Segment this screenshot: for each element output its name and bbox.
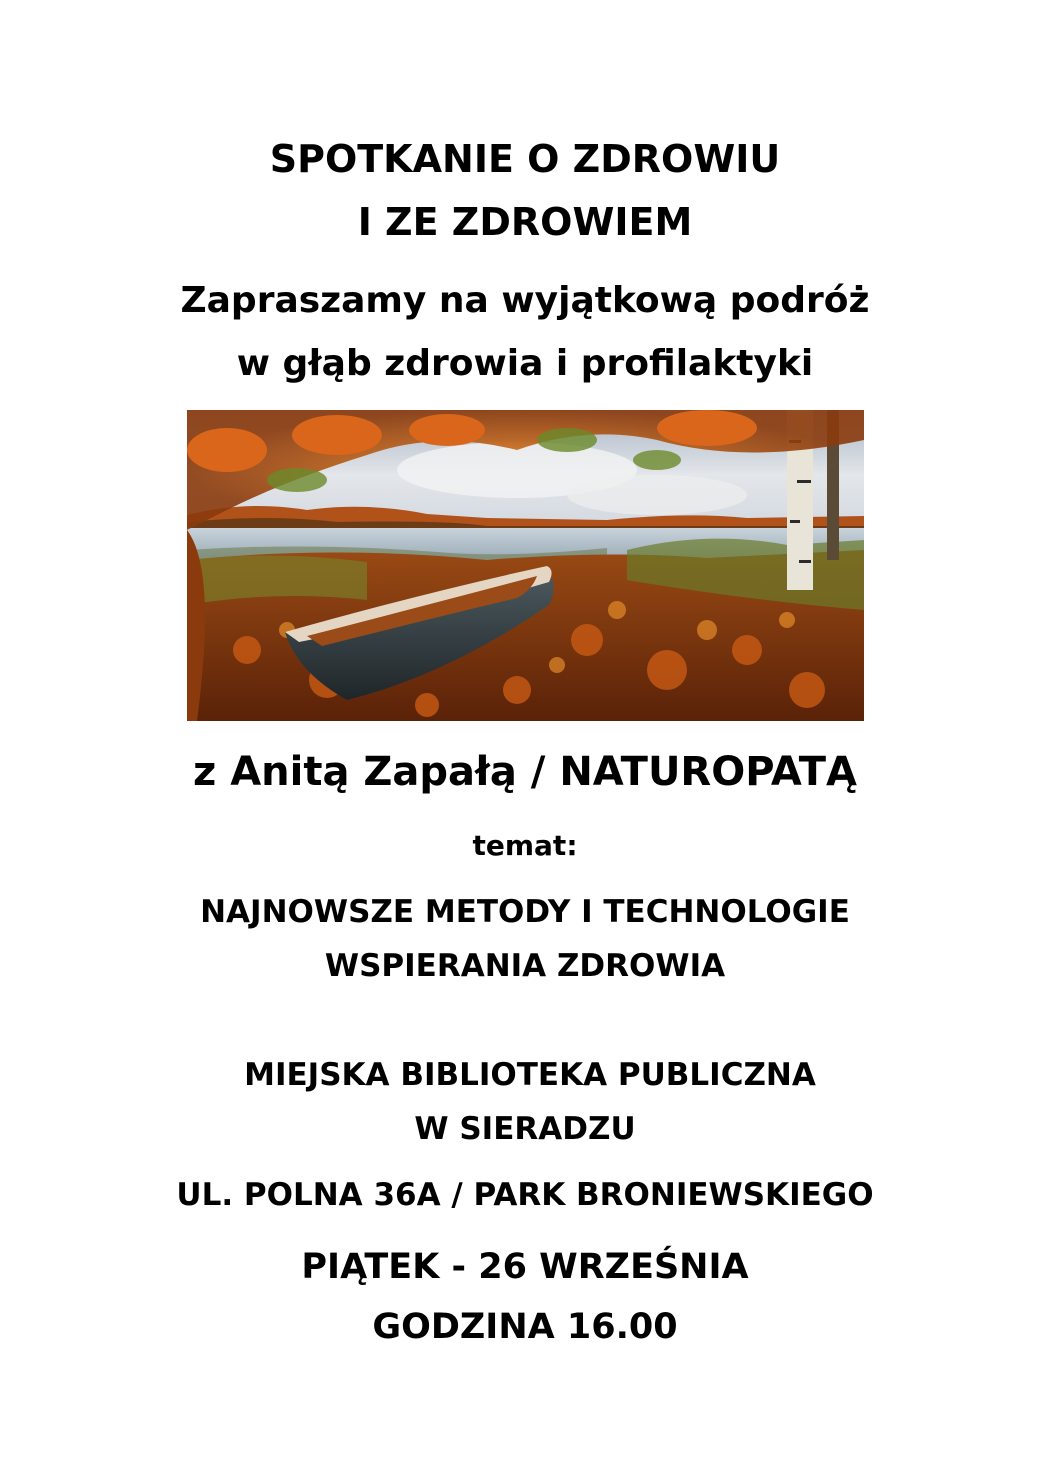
venue-address: UL. POLNA 36A / PARK BRONIEWSKIEGO	[176, 1177, 874, 1213]
event-date: PIĄTEK - 26 WRZEŚNIA	[301, 1247, 749, 1287]
topic-label: temat:	[472, 829, 578, 862]
venue-line-1: MIEJSKA BIBLIOTEKA PUBLICZNA	[244, 1057, 816, 1093]
venue-line-2: W SIERADZU	[414, 1111, 636, 1147]
host-name: z Anitą Zapałą / NATUROPATĄ	[193, 749, 857, 795]
poster-title-line-2: I ZE ZDROWIEM	[357, 200, 693, 244]
invitation-line-1: Zapraszamy na wyjątkową podróż	[180, 280, 870, 321]
topic-line-1: NAJNOWSZE METODY I TECHNOLOGIE	[200, 894, 850, 930]
invitation-line-2: w głąb zdrowia i profilaktyki	[236, 343, 814, 384]
autumn-lake-boat-photo	[187, 410, 864, 721]
event-time: GODZINA 16.00	[372, 1307, 678, 1347]
topic-line-2: WSPIERANIA ZDROWIA	[324, 948, 726, 984]
poster-title-line-1: SPOTKANIE O ZDROWIU	[269, 137, 781, 181]
